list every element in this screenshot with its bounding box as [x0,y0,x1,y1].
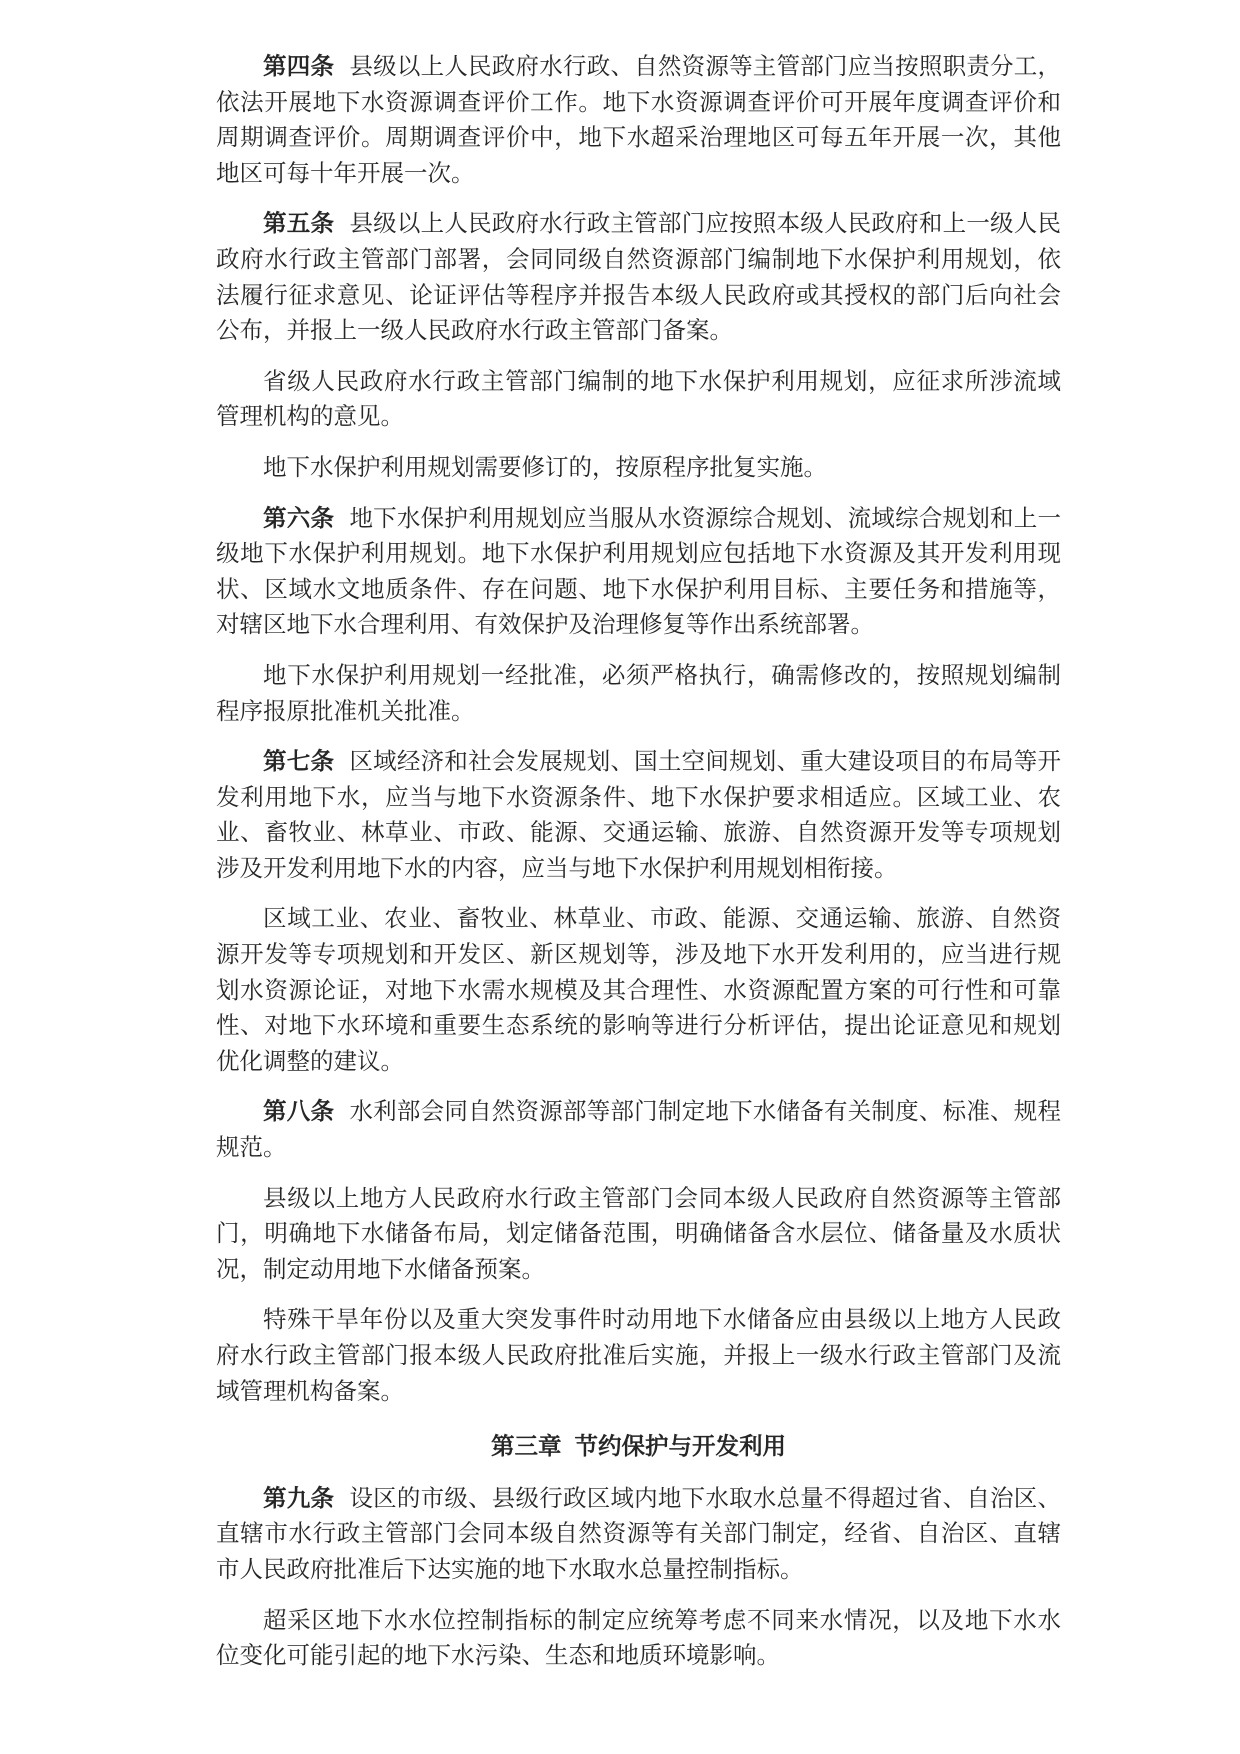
article-9-text: 设区的市级、县级行政区域内地下水取水总量不得超过省、自治区、直辖市水行政主管部门会同本级自然资源等有关部门制定，经省、自治区、直辖市人民政府批准后下达实施的地下水取水总量控制指标。 [216,1485,1062,1583]
article-5-number: 第五条 [263,211,335,238]
paragraph-text: 地下水保护利用规划需要修订的，按原程序批复实施。 [263,454,827,481]
article-7-text: 区域经济和社会发展规划、国土空间规划、重大建设项目的布局等开发利用地下水，应当与地下水资源条件、地下水保护要求相适应。区域工业、农业、畜牧业、林草业、市政、能源、交通运输、旅游、自然资源开发等专项规划涉及开发利用地下水的内容，应当与地下水保护利用规划相衔接。 [216,749,1062,882]
article-8-number: 第八条 [263,1099,335,1126]
document-content [216,50,1061,1690]
article-5-paragraph [216,207,1061,349]
article-8-text: 水利部会同自然资源部等部门制定地下水储备有关制度、标准、规程规范。 [216,1099,1062,1162]
article-4-number: 第四条 [263,54,335,80]
paragraph-text: 区域工业、农业、畜牧业、林草业、市政、能源、交通运输、旅游、自然资源开发等专项规划和开发区、新区规划等，涉及地下水开发利用的，应当进行规划水资源论证，对地下水需水规模及其合理性、水资源配置方案的可行性和可靠性、对地下水环境和重要生态系统的影响等进行分析评估，提出论证意见和规划优化调整的建议。 [216,906,1061,1075]
article-5-clause-3 [216,451,1061,487]
article-7-number: 第七条 [263,749,335,776]
article-6-number: 第六条 [263,505,335,532]
article-4-paragraph [216,50,1061,192]
article-9-paragraph [216,1482,1061,1589]
article-5-text: 县级以上人民政府水行政主管部门应按照本级人民政府和上一级人民政府水行政主管部门部署，会同同级自然资源部门编制地下水保护利用规划，依法履行征求意见、论证评估等程序并报告本级人民政府或其授权的部门后向社会公布，并报上一级人民政府水行政主管部门备案。 [216,211,1062,345]
article-6-text: 地下水保护利用规划应当服从水资源综合规划、流域综合规划和上一级地下水保护利用规划。地下水保护利用规划应包括地下水资源及其开发利用现状、区域水文地质条件、存在问题、地下水保护利用目标、主要任务和措施等，对辖区地下水合理利用、有效保护及治理修复等作出系统部署。 [216,505,1062,639]
chapter-3-number: 第三章 [491,1434,562,1461]
article-7-paragraph [216,745,1061,887]
chapter-3-heading [216,1430,1061,1466]
article-5-clause-2 [216,365,1061,436]
paragraph-text: 省级人民政府水行政主管部门编制的地下水保护利用规划，应征求所涉流域管理机构的意见。 [216,368,1061,431]
article-4-text: 县级以上人民政府水行政、自然资源等主管部门应当按照职责分工，依法开展地下水资源调查评价工作。地下水资源调查评价可开展年度调查评价和周期调查评价。周期调查评价中，地下水超采治理地区可每五年开展一次，其他地区可每十年开展一次。 [216,54,1062,187]
paragraph-text: 地下水保护利用规划一经批准，必须严格执行，确需修改的，按照规划编制程序报原批准机关批准。 [216,662,1061,725]
paragraph-text: 超采区地下水水位控制指标的制定应统筹考虑不同来水情况，以及地下水水位变化可能引起的地下水污染、生态和地质环境影响。 [216,1607,1061,1670]
article-9-clause-2 [216,1604,1061,1675]
chapter-3-title: 节约保护与开发利用 [574,1434,786,1461]
article-9-number: 第九条 [263,1485,335,1512]
article-8-clause-3 [216,1303,1061,1410]
article-8-clause-2 [216,1182,1061,1289]
article-7-clause-2 [216,902,1061,1080]
article-8-paragraph [216,1095,1061,1166]
paragraph-text: 特殊干旱年份以及重大突发事件时动用地下水储备应由县级以上地方人民政府水行政主管部门报本级人民政府批准后实施，并报上一级水行政主管部门及流域管理机构备案。 [216,1307,1061,1405]
paragraph-text: 县级以上地方人民政府水行政主管部门会同本级人民政府自然资源等主管部门，明确地下水储备布局，划定储备范围，明确储备含水层位、储备量及水质状况，制定动用地下水储备预案。 [216,1185,1061,1283]
article-6-clause-2 [216,659,1061,730]
article-6-paragraph [216,502,1061,644]
